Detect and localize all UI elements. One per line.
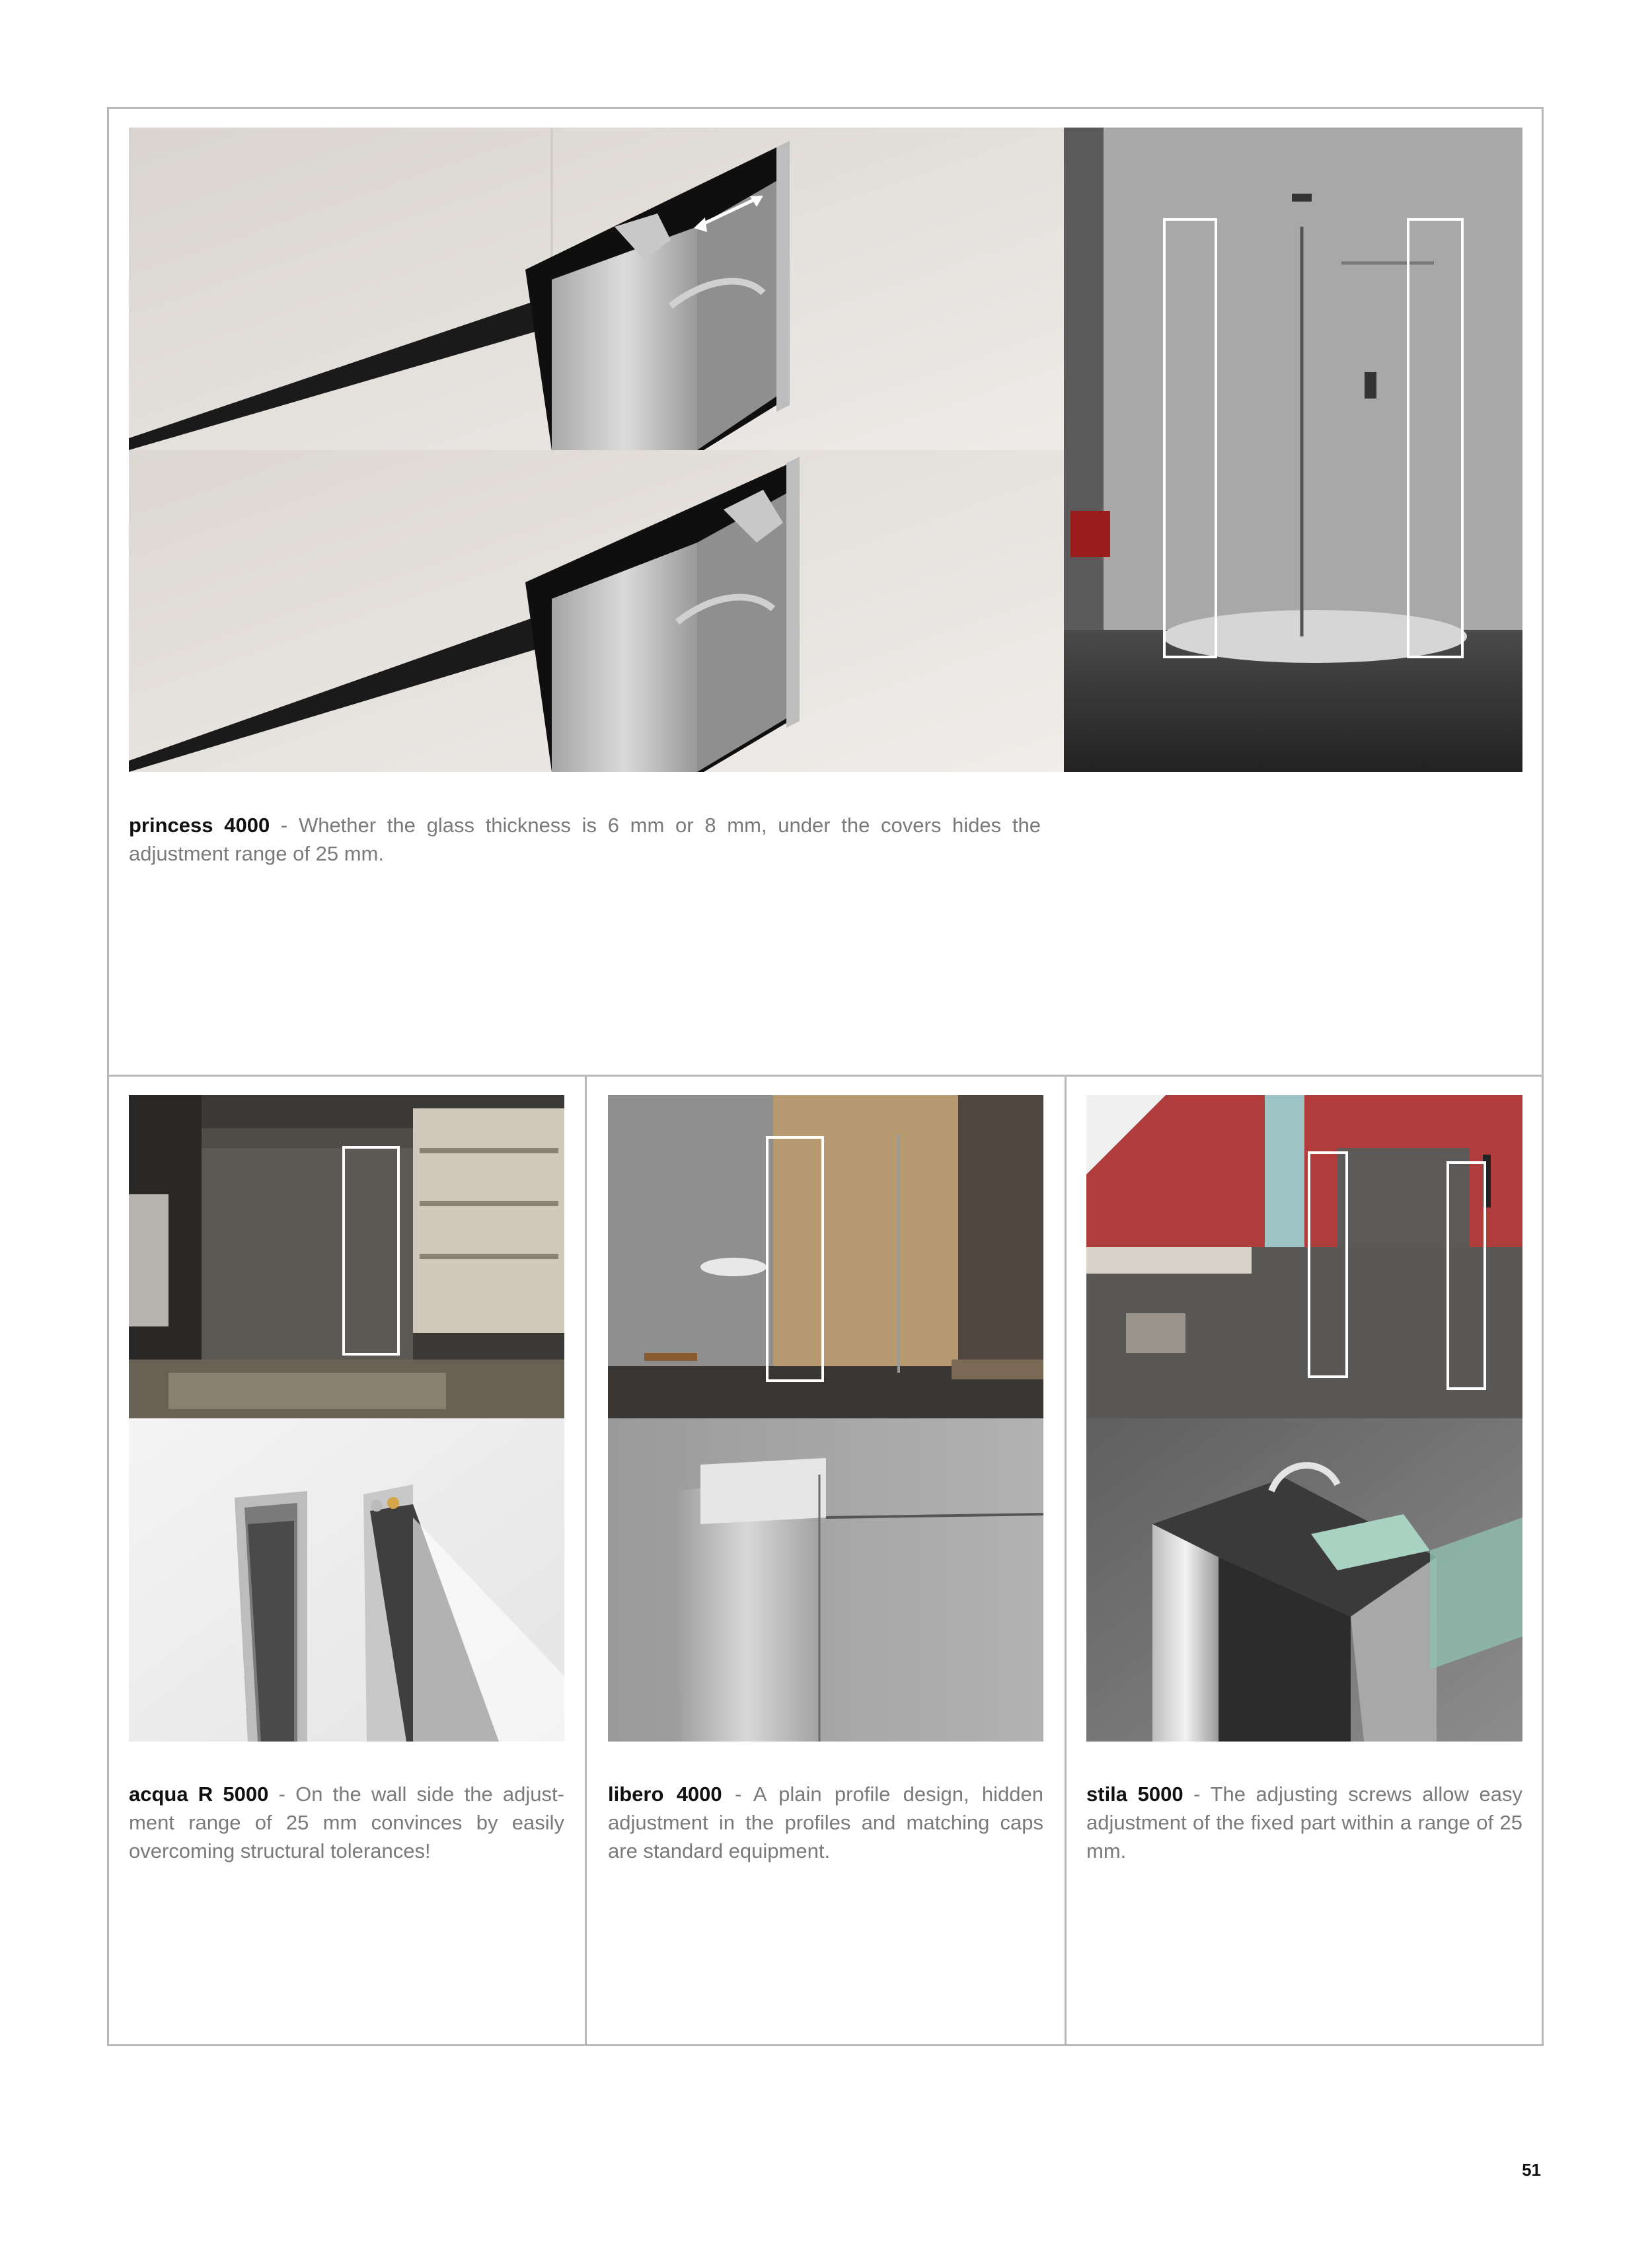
product-name: stila 5000 xyxy=(1086,1783,1183,1806)
product-name: acqua R 5000 xyxy=(129,1783,269,1806)
row-divider xyxy=(107,1075,1544,1077)
highlight-box-right xyxy=(1407,218,1464,658)
libero-highlight-box xyxy=(766,1136,824,1382)
product-description: On the wall side the adjust-ment range of 25 mm convinces by easily overcoming structural tolerances! xyxy=(129,1783,564,1862)
column-divider-1 xyxy=(585,1075,587,2046)
separator: - xyxy=(268,1783,296,1806)
separator: - xyxy=(1183,1783,1211,1806)
libero-4000-caption xyxy=(608,1780,1043,1865)
stila-5000-caption xyxy=(1086,1780,1522,1865)
acqua-r-5000-caption xyxy=(129,1780,564,1865)
product-name: libero 4000 xyxy=(608,1783,722,1806)
princess-profile-photo-bottom xyxy=(129,450,1064,772)
libero-profile-photo xyxy=(608,1418,1043,1742)
stila-profile-photo xyxy=(1086,1418,1522,1742)
product-description: A plain profile design, hidden adjustment in the profiles and matching caps are standard equipment. xyxy=(608,1783,1043,1862)
separator: - xyxy=(270,814,299,837)
acqua-highlight-box xyxy=(342,1146,400,1356)
separator: - xyxy=(722,1783,753,1806)
product-description: Whether the glass thickness is 6 mm or 8 mm, under the covers hides the adjustment range of 25 mm. xyxy=(129,814,1041,865)
stila-highlight-box-left xyxy=(1308,1151,1348,1378)
princess-profile-photo-top xyxy=(129,128,1064,450)
page-number: 51 xyxy=(1522,2160,1541,2180)
product-description: The adjusting screws allow easy adjustment of the fixed part within a range of 25 mm. xyxy=(1086,1783,1522,1862)
column-divider-2 xyxy=(1065,1075,1067,2046)
libero-shower-room-photo xyxy=(608,1095,1043,1418)
princess-4000-caption xyxy=(129,811,1041,868)
acqua-profile-photo xyxy=(129,1418,564,1742)
highlight-box-left xyxy=(1163,218,1217,658)
product-name: princess 4000 xyxy=(129,814,270,837)
stila-highlight-box-right xyxy=(1446,1161,1486,1390)
